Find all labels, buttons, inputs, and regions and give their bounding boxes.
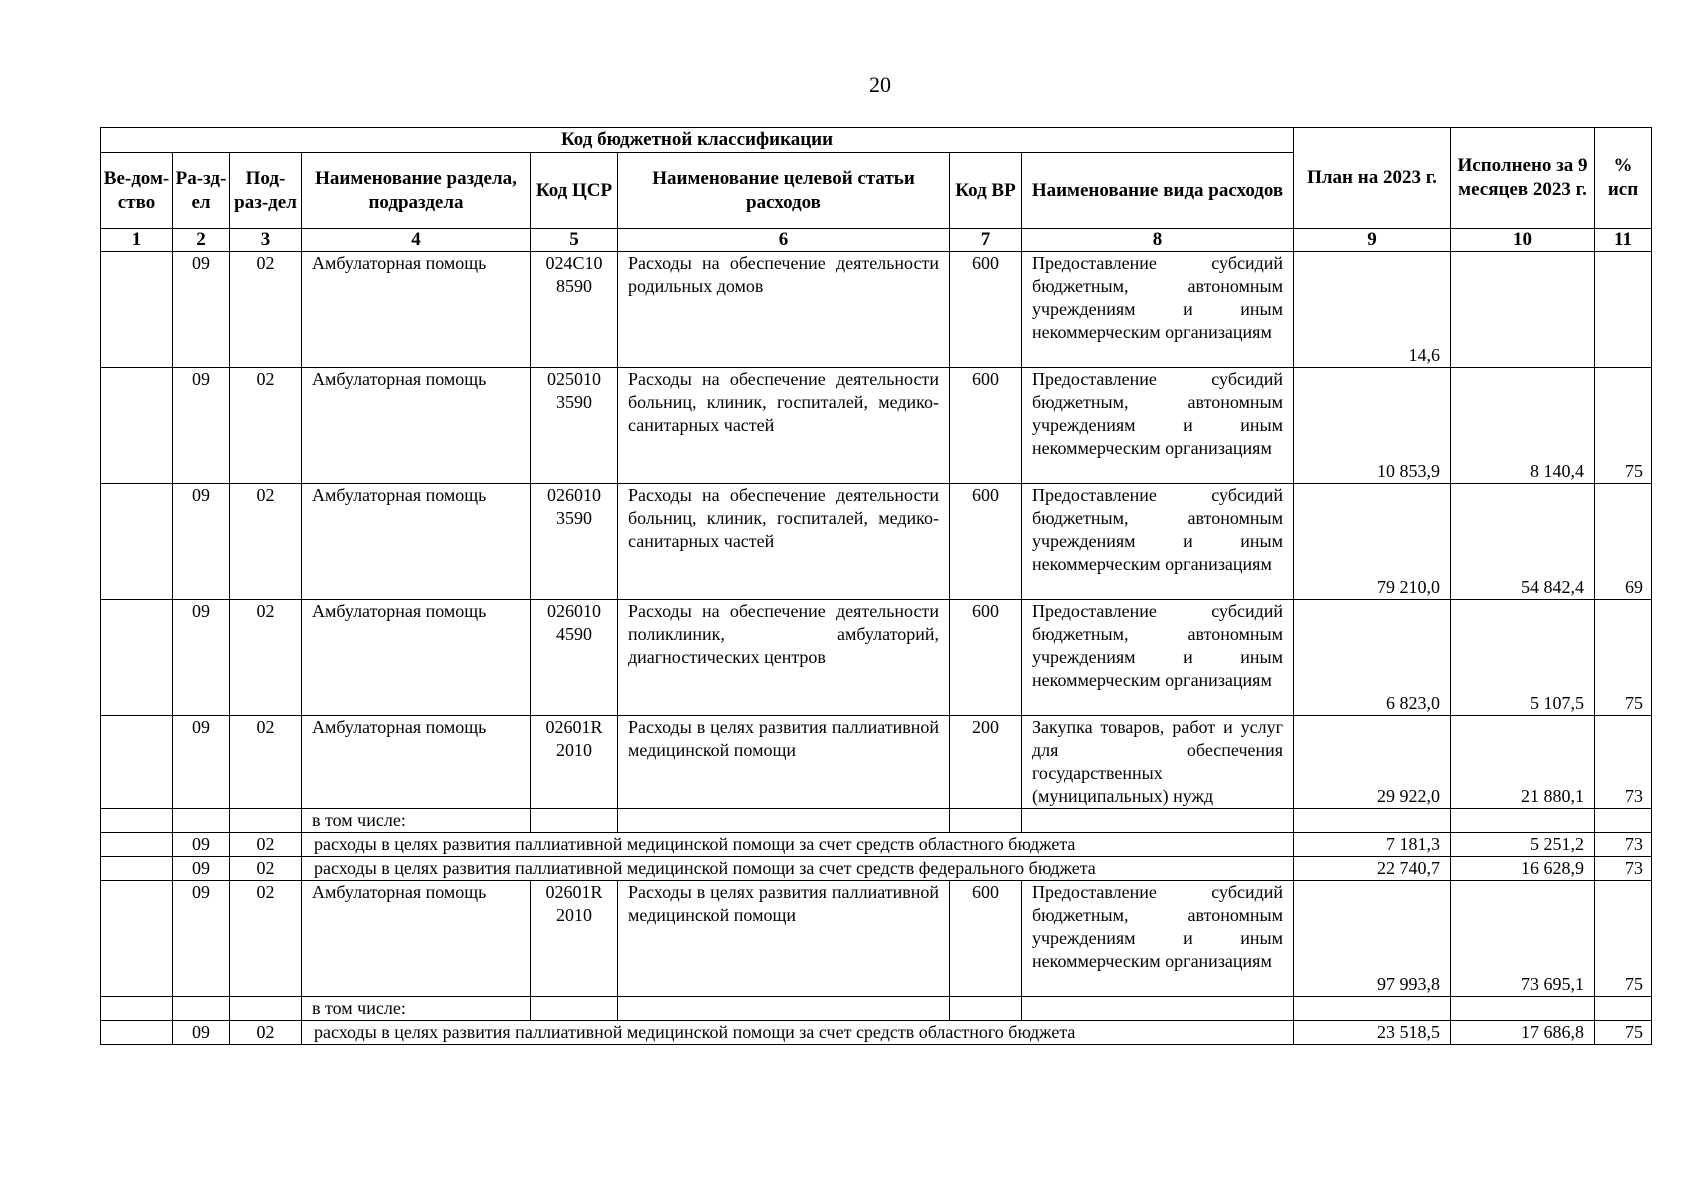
cell-percent: 73: [1595, 857, 1652, 881]
empty-cell: [1294, 997, 1451, 1021]
cell-razdel: 09: [173, 484, 230, 600]
cell-percent: 73: [1595, 716, 1652, 809]
cell-expense-type: Предоставление субсидий бюджетным, автономным учреждениям и иным некоммерческим организациям: [1022, 368, 1294, 484]
empty-cell: [1451, 809, 1595, 833]
cell-done: 21 880,1: [1451, 716, 1595, 809]
sub-row: [101, 1021, 1652, 1045]
empty-cell: [173, 809, 230, 833]
cell-csr-code: 02601R 2010: [531, 716, 618, 809]
empty-cell: [101, 833, 173, 857]
cell-podrazdel: 02: [230, 368, 302, 484]
empty-cell: [531, 809, 618, 833]
cell-plan: 10 853,9: [1294, 368, 1451, 484]
column-number: 9: [1294, 229, 1451, 252]
cell-percent: 73: [1595, 833, 1652, 857]
cell-vr-code: 200: [950, 716, 1022, 809]
cell-plan: 97 993,8: [1294, 881, 1451, 997]
cell-done: 54 842,4: [1451, 484, 1595, 600]
header-vedomstvo: Ве-дом-ство: [101, 153, 173, 229]
cell-razdel: 09: [173, 716, 230, 809]
cell-done: [1451, 252, 1595, 368]
column-number: 4: [302, 229, 531, 252]
cell-expense-type: Предоставление субсидий бюджетным, автономным учреждениям и иным некоммерческим организациям: [1022, 881, 1294, 997]
cell-vedomstvo: [101, 484, 173, 600]
cell-plan: 29 922,0: [1294, 716, 1451, 809]
cell-razdel: 09: [173, 833, 230, 857]
sub-row: [101, 833, 1652, 857]
cell-section-name: Амбулаторная помощь: [302, 600, 531, 716]
header-podrazdel: Под-раз-дел: [230, 153, 302, 229]
cell-done: 8 140,4: [1451, 368, 1595, 484]
cell-razdel: 09: [173, 252, 230, 368]
cell-percent: 75: [1595, 881, 1652, 997]
empty-cell: [230, 997, 302, 1021]
column-number: 5: [531, 229, 618, 252]
empty-cell: [618, 997, 950, 1021]
budget-table: [100, 127, 1652, 1045]
sub-row: [101, 857, 1652, 881]
column-number: 1: [101, 229, 173, 252]
cell-section-name: Амбулаторная помощь: [302, 881, 531, 997]
empty-cell: [101, 857, 173, 881]
header-csr-code: Код ЦСР: [531, 153, 618, 229]
including-label: в том числе:: [302, 997, 531, 1021]
table-row: [101, 881, 1652, 997]
cell-vr-code: 600: [950, 600, 1022, 716]
header-plan: План на 2023 г.: [1294, 128, 1451, 229]
cell-csr-code: 026010 3590: [531, 484, 618, 600]
column-number: 11: [1595, 229, 1652, 252]
cell-percent: 75: [1595, 368, 1652, 484]
cell-vedomstvo: [101, 716, 173, 809]
empty-cell: [1595, 997, 1652, 1021]
empty-cell: [618, 809, 950, 833]
cell-podrazdel: 02: [230, 833, 302, 857]
cell-plan: 7 181,3: [1294, 833, 1451, 857]
cell-done: 5 251,2: [1451, 833, 1595, 857]
cell-vedomstvo: [101, 252, 173, 368]
cell-vr-code: 600: [950, 881, 1022, 997]
cell-done: 73 695,1: [1451, 881, 1595, 997]
cell-podrazdel: 02: [230, 881, 302, 997]
cell-podrazdel: 02: [230, 484, 302, 600]
cell-podrazdel: 02: [230, 600, 302, 716]
empty-cell: [1022, 997, 1294, 1021]
column-numbers-row: [101, 229, 1652, 252]
cell-vr-code: 600: [950, 252, 1022, 368]
cell-target-name: Расходы на обеспечение деятельности поликлиник, амбулаторий, диагностических центров: [618, 600, 950, 716]
empty-cell: [101, 809, 173, 833]
table-row: [101, 484, 1652, 600]
cell-expense-type: Предоставление субсидий бюджетным, автономным учреждениям и иным некоммерческим организациям: [1022, 600, 1294, 716]
cell-done: 17 686,8: [1451, 1021, 1595, 1045]
header-done: Исполнено за 9 месяцев 2023 г.: [1451, 128, 1595, 229]
cell-section-name: Амбулаторная помощь: [302, 252, 531, 368]
cell-razdel: 09: [173, 600, 230, 716]
empty-cell: [101, 997, 173, 1021]
cell-podrazdel: 02: [230, 252, 302, 368]
including-label: в том числе:: [302, 809, 531, 833]
cell-plan: 22 740,7: [1294, 857, 1451, 881]
header-target-name: Наименование целевой статьи расходов: [618, 153, 950, 229]
cell-plan: 14,6: [1294, 252, 1451, 368]
cell-vedomstvo: [101, 600, 173, 716]
header-vr-code: Код ВР: [950, 153, 1022, 229]
cell-section-name: Амбулаторная помощь: [302, 368, 531, 484]
cell-razdel: 09: [173, 881, 230, 997]
empty-cell: [950, 809, 1022, 833]
cell-done: 5 107,5: [1451, 600, 1595, 716]
cell-csr-code: 026010 4590: [531, 600, 618, 716]
cell-podrazdel: 02: [230, 716, 302, 809]
cell-target-name: Расходы в целях развития паллиативной медицинской помощи: [618, 716, 950, 809]
cell-section-name: Амбулаторная помощь: [302, 716, 531, 809]
header-group-title: Код бюджетной классификации: [101, 128, 1294, 153]
empty-cell: [101, 1021, 173, 1045]
header-percent: % исп: [1595, 128, 1652, 229]
column-number: 3: [230, 229, 302, 252]
cell-done: 16 628,9: [1451, 857, 1595, 881]
cell-percent: 75: [1595, 1021, 1652, 1045]
cell-vedomstvo: [101, 881, 173, 997]
cell-expense-type: Предоставление субсидий бюджетным, автономным учреждениям и иным некоммерческим организациям: [1022, 484, 1294, 600]
cell-razdel: 09: [173, 368, 230, 484]
cell-expense-type: Закупка товаров, работ и услуг для обеспечения государственных (муниципальных) нужд: [1022, 716, 1294, 809]
cell-csr-code: 02601R 2010: [531, 881, 618, 997]
cell-podrazdel: 02: [230, 1021, 302, 1045]
header-row-1: [101, 128, 1652, 153]
cell-vr-code: 600: [950, 368, 1022, 484]
cell-target-name: Расходы в целях развития паллиативной медицинской помощи: [618, 881, 950, 997]
empty-cell: [173, 997, 230, 1021]
page-number: 20: [869, 72, 891, 97]
including-row: [101, 997, 1652, 1021]
cell-csr-code: 024С10 8590: [531, 252, 618, 368]
header-expense-type: Наименование вида расходов: [1022, 153, 1294, 229]
column-number: 2: [173, 229, 230, 252]
empty-cell: [950, 997, 1022, 1021]
cell-plan: 79 210,0: [1294, 484, 1451, 600]
table-row: [101, 716, 1652, 809]
column-number: 10: [1451, 229, 1595, 252]
column-number: 7: [950, 229, 1022, 252]
cell-expense-type: Предоставление субсидий бюджетным, автономным учреждениям и иным некоммерческим организациям: [1022, 252, 1294, 368]
column-number: 8: [1022, 229, 1294, 252]
cell-razdel: 09: [173, 857, 230, 881]
cell-vedomstvo: [101, 368, 173, 484]
cell-section-name: Амбулаторная помощь: [302, 484, 531, 600]
cell-target-name: Расходы на обеспечение деятельности больниц, клиник, госпиталей, медико-санитарных частей: [618, 484, 950, 600]
cell-csr-code: 025010 3590: [531, 368, 618, 484]
sub-row-description: расходы в целях развития паллиативной медицинской помощи за счет средств областного бюджета: [302, 1021, 1294, 1045]
table-row: [101, 252, 1652, 368]
empty-cell: [1595, 809, 1652, 833]
cell-podrazdel: 02: [230, 857, 302, 881]
cell-target-name: Расходы на обеспечение деятельности больниц, клиник, госпиталей, медико-санитарных частей: [618, 368, 950, 484]
cell-plan: 6 823,0: [1294, 600, 1451, 716]
header-razdel: Ра-зд-ел: [173, 153, 230, 229]
cell-razdel: 09: [173, 1021, 230, 1045]
sub-row-description: расходы в целях развития паллиативной медицинской помощи за счет средств федерального бюджета: [302, 857, 1294, 881]
cell-target-name: Расходы на обеспечение деятельности родильных домов: [618, 252, 950, 368]
empty-cell: [1451, 997, 1595, 1021]
empty-cell: [1022, 809, 1294, 833]
cell-vr-code: 600: [950, 484, 1022, 600]
table-row: [101, 600, 1652, 716]
column-number: 6: [618, 229, 950, 252]
table-row: [101, 368, 1652, 484]
header-section-name: Наименование раздела, подраздела: [302, 153, 531, 229]
sub-row-description: расходы в целях развития паллиативной медицинской помощи за счет средств областного бюджета: [302, 833, 1294, 857]
cell-percent: [1595, 252, 1652, 368]
including-row: [101, 809, 1652, 833]
cell-percent: 75: [1595, 600, 1652, 716]
empty-cell: [230, 809, 302, 833]
empty-cell: [531, 997, 618, 1021]
empty-cell: [1294, 809, 1451, 833]
cell-plan: 23 518,5: [1294, 1021, 1451, 1045]
cell-percent: 69: [1595, 484, 1652, 600]
